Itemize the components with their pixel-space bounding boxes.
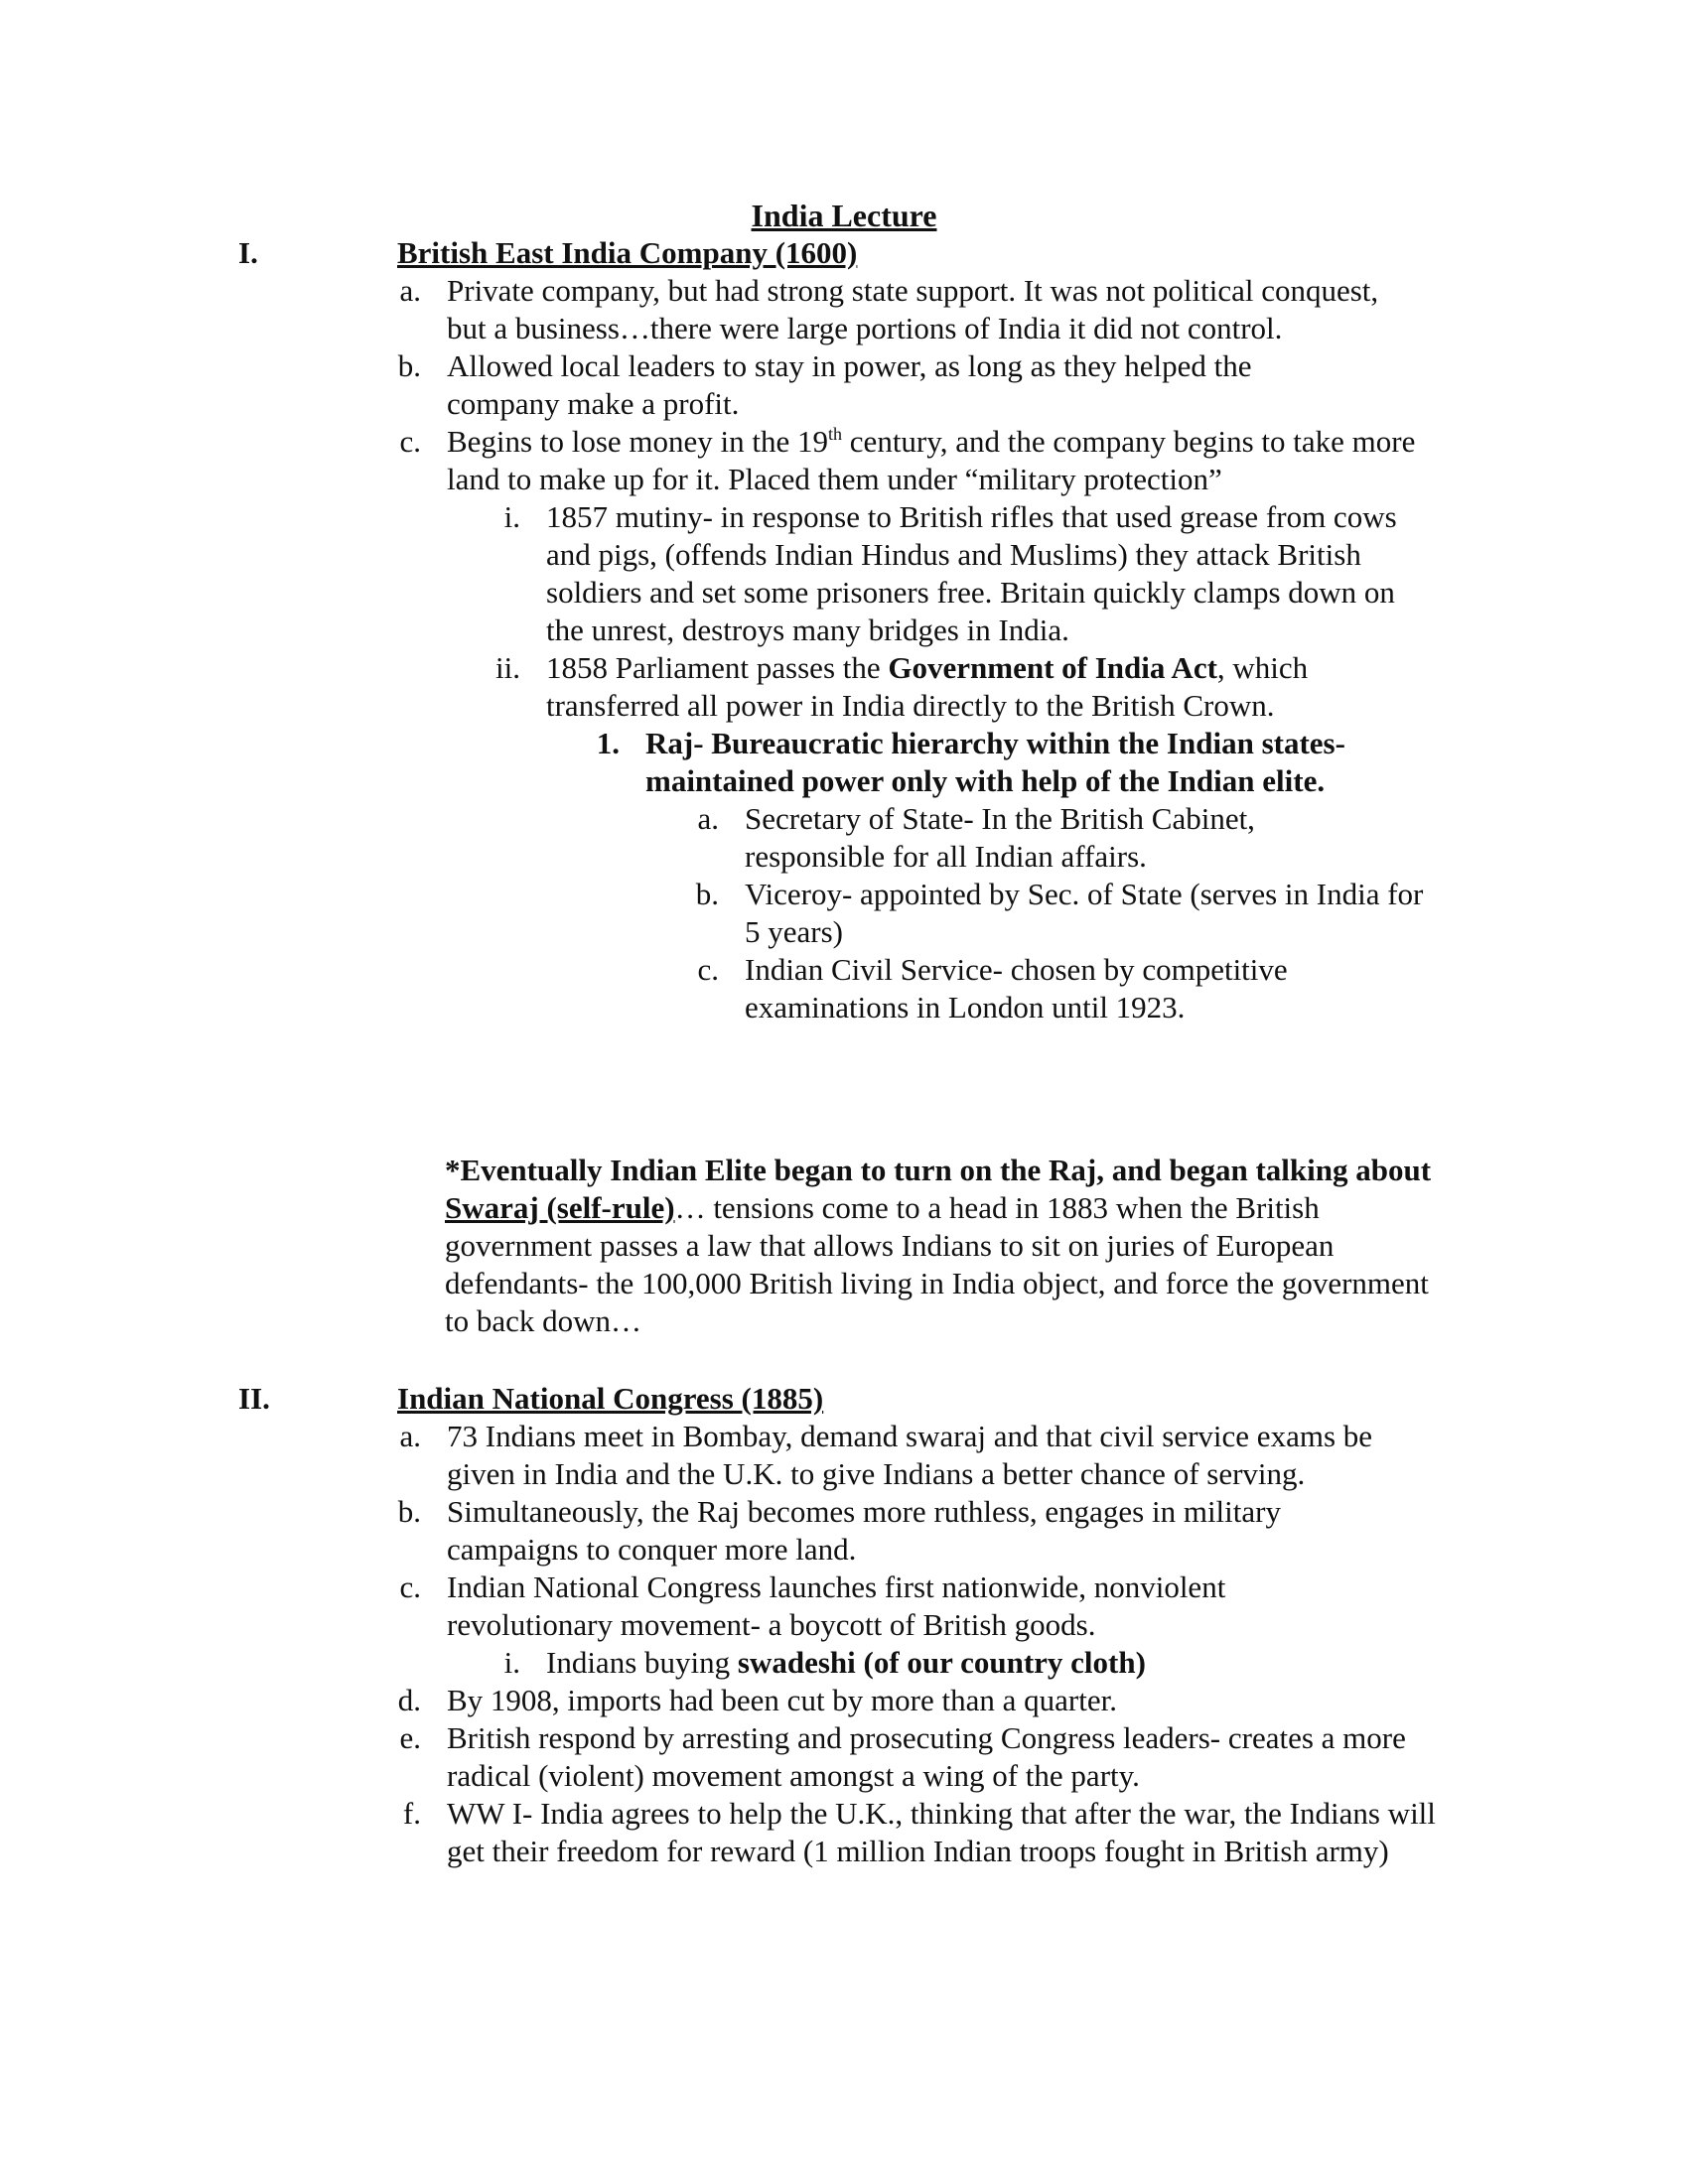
item-marker: i. xyxy=(503,499,520,534)
item-text: 1857 mutiny- in response to British rifles that used grease from cows and pigs, (offends Indian Hindus and Muslims) they attack British soldiers and set some prisoners free. Britain quickly clamps down on the unrest, destroys many bridges in India. xyxy=(546,499,1397,647)
list-item xyxy=(0,1682,1688,1719)
list-item xyxy=(0,725,1688,800)
section-1-heading-row xyxy=(0,234,1688,272)
section-heading: British East India Company (1600) xyxy=(397,235,858,270)
item-text: By 1908, imports had been cut by more than a quarter. xyxy=(447,1683,1117,1717)
item-text: Begins to lose money in the 19th century, and the company begins to take more land to make up for it. Placed them under “military protection” xyxy=(447,424,1416,496)
list-item xyxy=(0,347,1688,423)
document-title: India Lecture xyxy=(751,198,937,233)
item-marker: a. xyxy=(697,801,719,836)
section-numeral: I. xyxy=(238,235,258,270)
item-marker: c. xyxy=(399,424,421,459)
swaraj-note: *Eventually Indian Elite began to turn on the Raj, and began talking about Swaraj (self-rule)… tensions come to a head in 1883 when the British government passes a law that allows Indians to sit on juries of European defendants- the 100,000 British living in India object, and force the government to back down… xyxy=(445,1153,1432,1338)
list-item xyxy=(0,876,1688,951)
item-text: Raj- Bureaucratic hierarchy within the Indian states- maintained power only with help of the Indian elite. xyxy=(645,726,1345,798)
item-text: Simultaneously, the Raj becomes more ruthless, engages in military campaigns to conquer more land. xyxy=(447,1494,1281,1567)
item-text: 1858 Parliament passes the Government of India Act, which transferred all power in India directly to the British Crown. xyxy=(546,650,1309,723)
list-item xyxy=(0,423,1688,498)
item-text: Indian Civil Service- chosen by competitive examinations in London until 1923. xyxy=(745,952,1288,1024)
item-text: Viceroy- appointed by Sec. of State (serves in India for 5 years) xyxy=(745,877,1424,949)
section-2 xyxy=(0,1380,1688,1870)
item-text: WW I- India agrees to help the U.K., thinking that after the war, the Indians will get their freedom for reward (1 million Indian troops fought in British army) xyxy=(447,1796,1436,1868)
list-item xyxy=(0,951,1688,1026)
list-item xyxy=(0,1493,1688,1569)
item-marker: f. xyxy=(402,1796,421,1831)
item-marker: i. xyxy=(503,1645,520,1680)
section-2-heading-row xyxy=(0,1380,1688,1418)
item-text: Indians buying swadeshi (of our country cloth) xyxy=(546,1645,1146,1680)
list-item xyxy=(0,1644,1688,1682)
list-item xyxy=(0,1719,1688,1795)
item-marker: a. xyxy=(399,273,421,308)
item-marker: ii. xyxy=(495,650,520,685)
item-text: 73 Indians meet in Bombay, demand swaraj and that civil service exams be given in India and the U.K. to give Indians a better chance of serving. xyxy=(447,1419,1373,1491)
list-item xyxy=(0,649,1688,725)
item-text: Private company, but had strong state support. It was not political conquest, but a business…there were large portions of India it did not control. xyxy=(447,273,1379,345)
list-item xyxy=(0,272,1688,347)
list-item xyxy=(0,1418,1688,1493)
item-text: Secretary of State- In the British Cabinet, responsible for all Indian affairs. xyxy=(745,801,1255,874)
item-marker: c. xyxy=(399,1570,421,1604)
section-numeral: II. xyxy=(238,1381,270,1416)
list-item xyxy=(0,1795,1688,1870)
item-text: British respond by arresting and prosecuting Congress leaders- creates a more radical (violent) movement amongst a wing of the party. xyxy=(447,1720,1406,1793)
item-marker: c. xyxy=(697,952,719,987)
item-text: Indian National Congress launches first nationwide, nonviolent revolutionary movement- a boycott of British goods. xyxy=(447,1570,1226,1642)
list-item xyxy=(0,1569,1688,1644)
swaraj-term: Swaraj (self-rule) xyxy=(445,1190,675,1225)
item-marker: d. xyxy=(397,1683,421,1717)
list-item xyxy=(0,800,1688,876)
item-marker: b. xyxy=(397,348,421,383)
item-marker: b. xyxy=(695,877,719,911)
list-item xyxy=(0,498,1688,649)
superscript: th xyxy=(828,424,843,444)
section-1 xyxy=(0,234,1688,1026)
item-marker: b. xyxy=(397,1494,421,1529)
item-text: Allowed local leaders to stay in power, as long as they helped the company make a profit. xyxy=(447,348,1252,421)
item-marker: e. xyxy=(399,1720,421,1755)
item-marker: a. xyxy=(399,1419,421,1453)
section-heading: Indian National Congress (1885) xyxy=(397,1381,824,1416)
item-marker: 1. xyxy=(596,726,620,760)
